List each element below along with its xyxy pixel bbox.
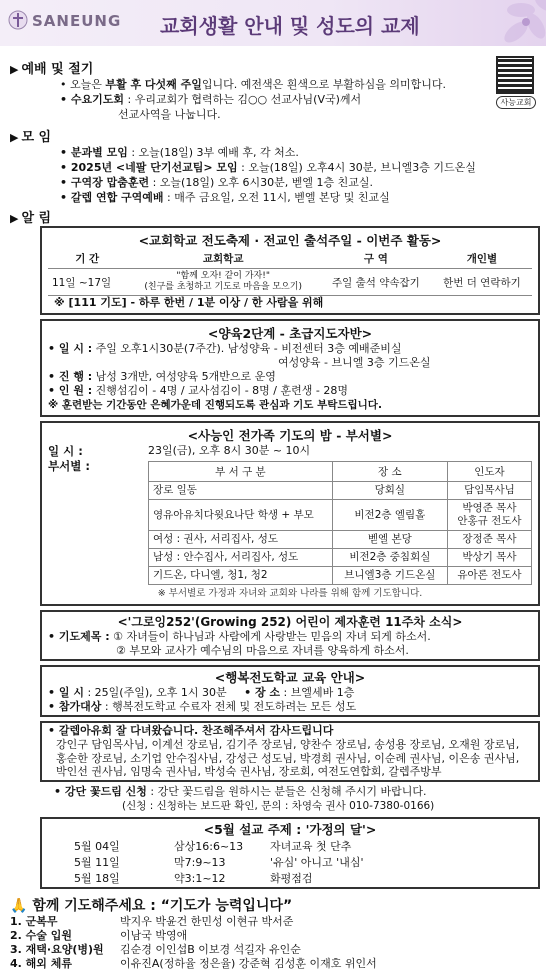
worship-line2: • 수요기도회 : 우리교회가 협력하는 김○○ 선교사님(V국)께서 (60, 93, 362, 106)
outreach-footer: ※ [111 기도] - 하루 한번 / 1분 이상 / 한 사람을 위해 (48, 295, 532, 310)
training-staff: • 인 원 : 진행섬김이 - 4명 / 교사섬김이 - 8명 / 훈련생 - 28명 (48, 384, 348, 397)
outreach-title: <교회학교 전도축제 · 전교인 출석주일 - 이번주 활동> (138, 233, 442, 248)
growing-box (40, 610, 540, 661)
thanks-names: 강인구 담임목사님, 이계선 장로님, 김기주 장로님, 양찬수 장로님, 송성용 장로님, 오재원 장로님, 홍순한 장로님, 소기업 안수집사님, 강성근 성도님, 박경희 권사님, 이순례 권사님, 이은송 권사님, 박인선 권사님, 임명숙 권사님, 박성숙 권사님, 장로회, 여전도연합회, 갈렙주방부 (56, 738, 520, 778)
dept-cell: 남성 : 안수집사, 서리집사, 성도 (149, 549, 333, 567)
evangelism-time: • 일 시 : 25일(주일), 오후 1시 30분 • 장 소 : 브엘세바 1층 (48, 686, 355, 699)
dept-cell: 당회실 (332, 482, 447, 500)
col-header: 개인별 (432, 249, 532, 269)
qr-code-icon[interactable] (496, 56, 534, 94)
dept-cell: 영유아유치다윗요나단 학생 + 부모 (149, 500, 333, 531)
growing-p1: • 기도제목 : ① 자녀들이 하나님과 사람에게 사랑받는 믿음의 자녀 되게 하소서. (48, 630, 431, 643)
worship-line1: • 오늘은 부활 후 다섯째 주일입니다. 예전색은 흰색으로 부활하심을 의미합니다. (60, 78, 446, 91)
evangelism-box (40, 665, 540, 717)
prayer-night-time: 23일(금), 오후 8시 30분 ~ 10시 (148, 444, 311, 457)
flower-decoration-icon (466, 0, 546, 46)
prayer-night-labels: 일 시 : 부서별 : (48, 444, 90, 473)
meeting-item: • 분과별 모임 : 오늘(18일) 3부 예배 후, 각 처소. (60, 146, 299, 159)
notice-heading: ▶ 알 림 (10, 211, 52, 226)
growing-p2: ② 부모와 교사가 예수님의 마음으로 자녀를 양육하게 하소서. (116, 644, 409, 657)
training-time2: 여성양육 - 브니엘 3층 기드온실 (278, 356, 431, 369)
dept-cell: 여성 : 권사, 서리집사, 성도 (149, 531, 333, 549)
praying-hands-icon: 🙏 (10, 897, 33, 914)
qr-block[interactable] (496, 56, 536, 109)
sermon-row: 5월 11일 막7:9~13 '유심' 아니고 '내심' (74, 855, 364, 869)
page-title: 교회생활 안내 및 성도의 교제 (160, 14, 420, 38)
dept-cell: 유아론 전도사 (447, 567, 531, 585)
prayer-night-body (48, 444, 532, 585)
triangle-icon: ▶ (10, 131, 19, 144)
dept-cell: 벧엘 본당 (332, 531, 447, 549)
meeting-heading: ▶ 모 임 (10, 130, 52, 145)
qr-caption: 사능교회 (496, 96, 536, 109)
header (0, 0, 546, 46)
meeting-item: • 2025년 <네팔 단기선교팀> 모임 : 오늘(18일) 오후4시 30분, 브니엘3층 기드온실 (60, 161, 476, 174)
col-header: 장 소 (332, 462, 447, 482)
dept-cell: 박상기 목사 (447, 549, 531, 567)
district-cell: 주일 출석 약속잡기 (331, 276, 420, 289)
personal-cell: 한번 더 연락하기 (443, 276, 521, 289)
content (10, 56, 540, 971)
meeting-item: • 구역장 맙춤훈련 : 오늘(18일) 오후 6시30분, 벧엘 1층 친교실. (60, 176, 373, 189)
sermon-row: 5월 18일 약3:1~12 화평점검 (74, 871, 313, 885)
outreach-box (40, 226, 540, 315)
dept-row (149, 482, 532, 500)
evangelism-target: • 참가대상 : 행복전도학교 수료자 전체 및 전도하려는 모든 성도 (48, 700, 357, 713)
thanks-box (40, 721, 540, 782)
col-header: 구 역 (320, 249, 432, 269)
dept-cell: 장로 일동 (149, 482, 333, 500)
period-cell: 11일 ~17일 (52, 276, 112, 289)
dept-cell: 비전2층 엘림홀 (332, 500, 447, 531)
prayer-night-footer: ※ 부서별로 가정과 자녀와 교회와 나라를 위해 함께 기도합니다. (157, 588, 423, 599)
dept-cell: 박영준 목사 안홍규 전도사 (447, 500, 531, 531)
church-logo-icon (8, 10, 28, 30)
thanks-lead: • 갈렙아유회 잘 다녀왔습니다. 찬조해주셔서 감사드립니다 (48, 724, 334, 737)
worship-heading: ▶ 예배 및 절기 (10, 62, 94, 77)
school-cell: "함께 오자! 같이 가자!" (친구를 초청하고 기도로 마음을 모으기) (144, 271, 302, 292)
triangle-icon: ▶ (10, 212, 19, 225)
prayer-night-box (40, 421, 540, 606)
outreach-table (48, 249, 532, 295)
col-header: 부 서 구 분 (149, 462, 333, 482)
prayer-row: 1. 군복무 박지우 박윤건 한민성 이현규 박서준 (10, 914, 294, 928)
sermon-row: 5월 04일 삼상16:6~13 자녀교육 첫 단추 (74, 839, 352, 853)
dept-cell: 장정준 목사 (447, 531, 531, 549)
dept-row (149, 549, 532, 567)
dept-cell: 비전2층 중침회실 (332, 549, 447, 567)
sermon-box (40, 817, 540, 889)
dept-row (149, 567, 532, 585)
col-header: 기 간 (48, 249, 126, 269)
training-title: <양육2단계 - 초급지도자반> (207, 326, 373, 341)
col-header: 인도자 (447, 462, 531, 482)
prayer-row: 2. 수술 입원 이남국 박영애 (10, 928, 188, 942)
brand-name: SANEUNG (32, 12, 122, 30)
dept-row (149, 531, 532, 549)
training-time: • 일 시 : 주일 오후1시30분(7주간). 남성양육 - 비전센터 3층 예배준비실 (48, 342, 402, 355)
prayer-row: 4. 해외 체류 이유진A(정하율 정은율) 강준혁 김성훈 이재호 위인서 (10, 956, 377, 970)
prayer-night-main (148, 444, 532, 585)
prayer-row: 3. 재택·요양(병)원 김순경 이인섭B 이보경 석길자 유인순 (10, 942, 301, 956)
meeting-item: • 갈렙 연합 구역예배 : 매주 금요일, 오전 11시, 벧엘 본당 및 친교실 (60, 191, 390, 204)
evangelism-title: <행복전도학교 교육 안내> (214, 670, 366, 685)
training-footer: ※ 훈련받는 기간동안 은혜가운데 진행되도록 관심과 기도 부탁드립니다. (48, 399, 382, 411)
prayer-title: 🙏 함께 기도해주세요 : “기도가 능력입니다” (10, 897, 293, 914)
training-box (40, 319, 540, 417)
prayer-section (10, 895, 540, 971)
growing-title: <'그로잉252'(Growing 252) 어린이 제자훈련 11주차 소식> (117, 615, 463, 629)
dept-table (148, 461, 532, 585)
sermon-table (74, 838, 363, 886)
flower-line: • 강단 꽃드림 신청 : 강단 꽃드림을 원하시는 분들은 신청해 주시기 바랍니다. (54, 784, 427, 798)
sermon-title: <5월 설교 주제 : '가정의 달'> (203, 821, 377, 837)
triangle-icon: ▶ (10, 63, 19, 76)
dept-row (149, 500, 532, 531)
flower-sub: (신청 : 신청하는 보드판 확인, 문의 : 차영숙 권사 010-7380-0166) (122, 799, 435, 812)
worship-line3: 선교사역을 나눕니다. (118, 108, 221, 121)
prayer-night-title: <사능인 전가족 기도의 밤 - 부서별> (187, 428, 393, 443)
col-header: 교회학교 (126, 249, 319, 269)
dept-cell: 브니엘3층 기드온실 (332, 567, 447, 585)
dept-cell: 기드온, 다니엘, 청1, 청2 (149, 567, 333, 585)
training-progress: • 진 행 : 남성 3개반, 여성양육 5개반으로 운영 (48, 370, 276, 383)
dept-cell: 담임목사님 (447, 482, 531, 500)
